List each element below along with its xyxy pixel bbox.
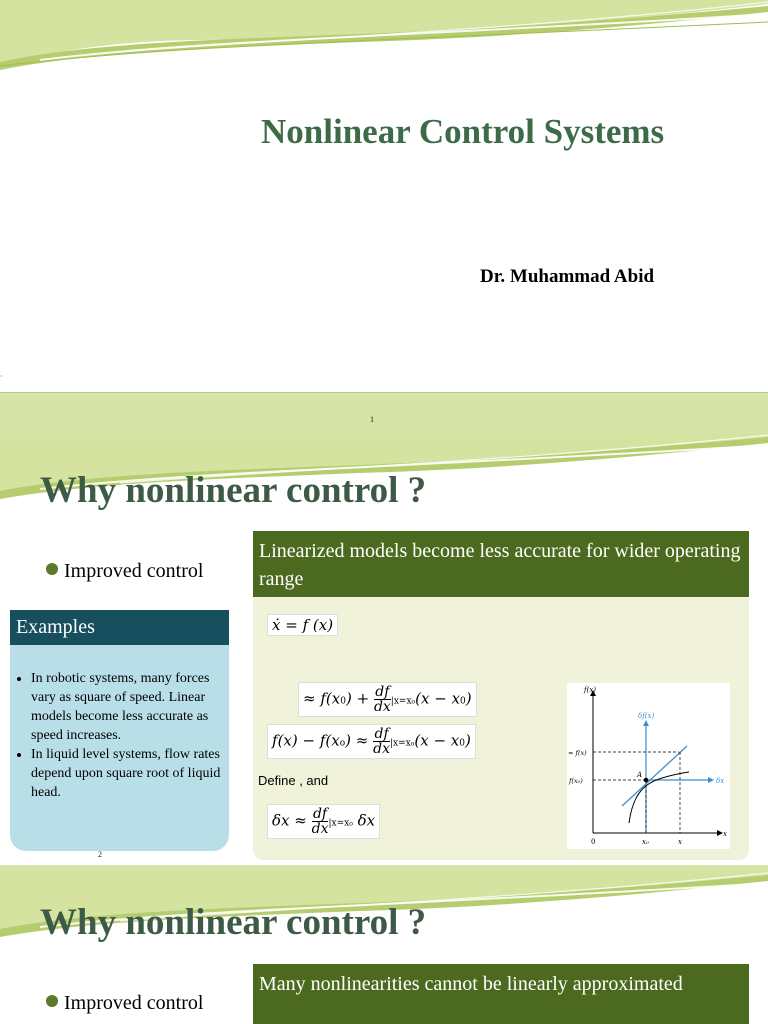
- linearization-graph: [567, 683, 730, 849]
- graph-fx0-label: f(x₀): [569, 777, 583, 785]
- decorative-swoosh: [0, 0, 768, 75]
- corner-mark: ·: [0, 372, 3, 381]
- content-slide: [0, 433, 768, 865]
- graph-x-tick: x: [678, 838, 682, 846]
- define-text: Define , and: [258, 773, 329, 788]
- page-number: 1: [370, 415, 374, 424]
- content-slide: [0, 871, 768, 1024]
- title-slide: [0, 0, 768, 392]
- bullet-text: Improved control: [64, 992, 204, 1014]
- list-item: • In liquid level systems, flow rates depend upon square root of liquid head.: [31, 745, 223, 802]
- equation-delta: δx ≈ $\frac{df}{dx}$ |x=x₀ δx: [267, 804, 380, 839]
- examples-header: Examples: [10, 610, 229, 645]
- bullet-dot-icon: [46, 563, 58, 575]
- equation-approx: ≈ f(x0) + $\frac{df}{dx}$ |x=x₀(x − x0): [298, 682, 477, 717]
- graph-y-label: f(x): [584, 686, 597, 694]
- list-item: • In robotic systems, many forces vary as square of speed. Linear models become less accurate as speed increases.: [31, 669, 223, 745]
- graph-approx-label: ≈ f(x): [568, 749, 587, 757]
- graph-dy-label: δf(x): [638, 712, 655, 720]
- slide-heading: Why nonlinear control ?: [40, 470, 427, 511]
- bullet-item: [46, 560, 203, 583]
- highlight-box: Many nonlinearities cannot be linearly approximated: [253, 964, 749, 1024]
- bullet-text: Improved control: [64, 560, 204, 582]
- author-name: Dr. Muhammad Abid: [480, 266, 655, 287]
- highlight-box: Linearized models become less accurate for wider operating range: [253, 531, 749, 597]
- page-number: 2: [98, 850, 102, 859]
- presentation-title: Nonlinear Control Systems: [261, 112, 665, 151]
- graph-svg: [567, 683, 730, 849]
- graph-origin: 0: [591, 838, 596, 846]
- graph-x-label: x: [723, 830, 727, 838]
- examples-list: [15, 669, 223, 802]
- graph-dx-label: δx: [716, 777, 725, 785]
- bullet-item: [46, 992, 203, 1015]
- equation-difference: f(x) − f(xo) ≈ $\frac{df}{dx}$ |x=x₀(x − x0): [267, 724, 476, 759]
- bullet-dot-icon: [46, 995, 58, 1007]
- examples-box: [10, 645, 229, 851]
- slide-separator: [0, 392, 768, 434]
- equation-xdot: ẋ = f (x): [267, 614, 338, 636]
- graph-point-label: A: [637, 771, 643, 779]
- slide-heading: Why nonlinear control ?: [40, 902, 427, 943]
- graph-x0-tick: x₀: [642, 838, 649, 846]
